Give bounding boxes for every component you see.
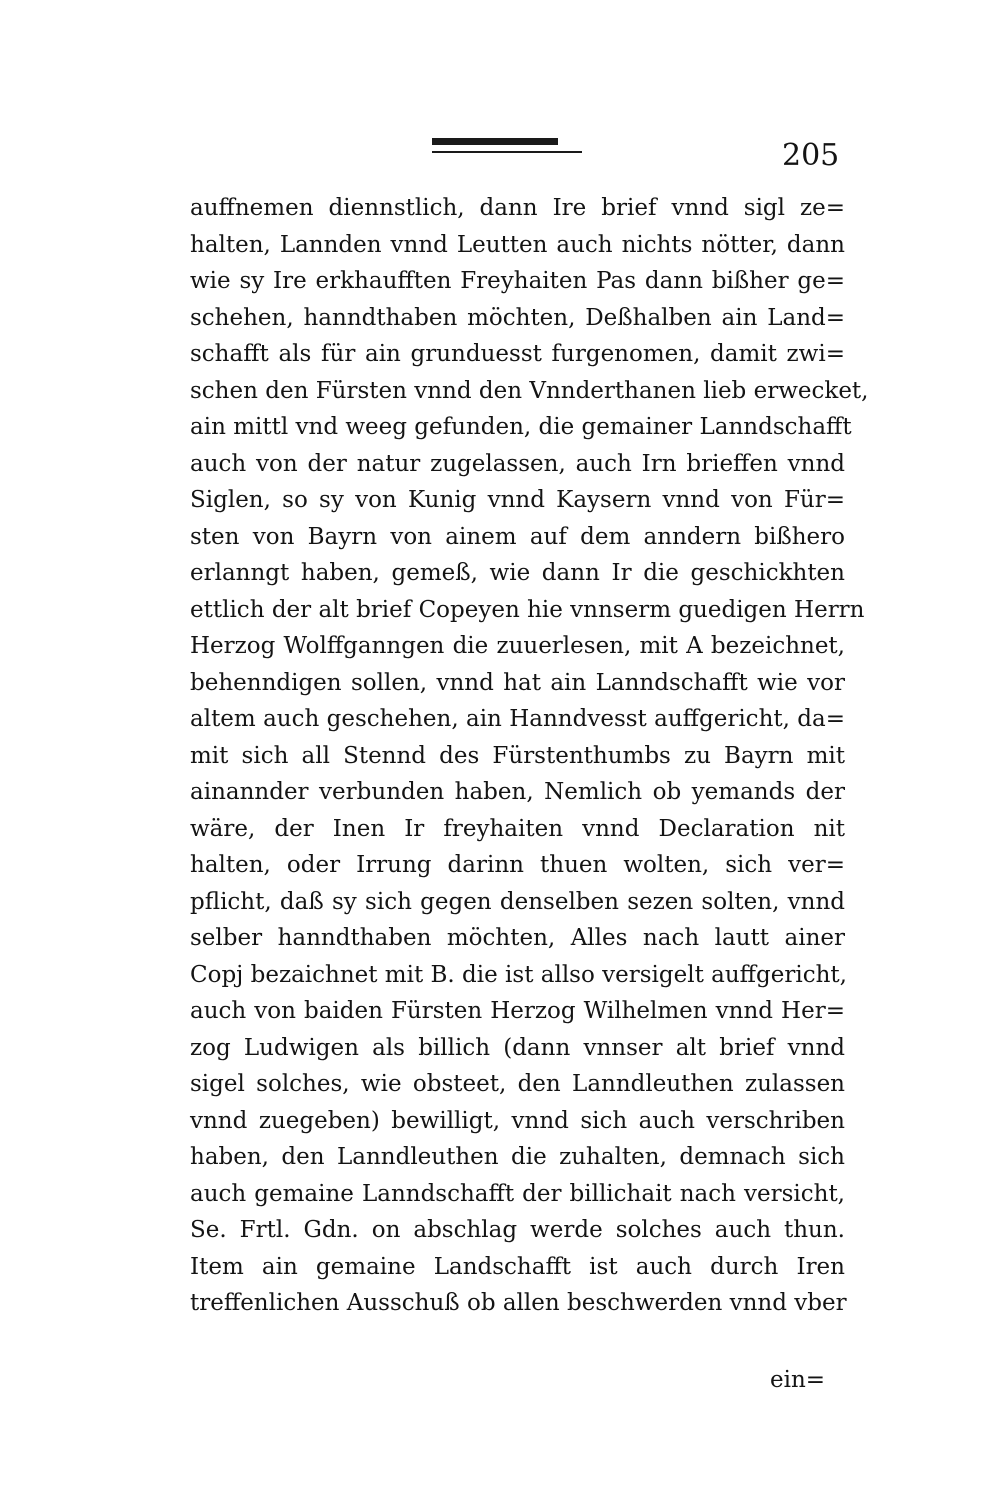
text-line: ettlich der alt brief Copeyen hie vnnserm guedigen Herrn (190, 596, 865, 623)
text-line: erlanngt haben, gemeß, wie dann Ir die geschickhten (190, 560, 845, 586)
text-line: behenndigen sollen, vnnd hat ain Lanndschafft wie vor (190, 669, 845, 696)
text-line: vnnd zuegeben) bewilligt, vnnd sich auch verschriben (190, 1107, 845, 1134)
text-line: auch von der natur zugelassen, auch Irn brieffen vnnd (190, 450, 845, 477)
text-line: schehen, hanndthaben möchten, Deßhalben ain Land= (190, 304, 845, 331)
text-line: Herzog Wolffganngen die zuuerlesen, mit A bezeichnet, (190, 633, 845, 659)
text-line: Copj bezaichnet mit B. die ist allso versigelt auffgericht, (190, 961, 847, 988)
text-line: sigel solches, wie obsteet, den Lanndleuthen zulassen (190, 1071, 845, 1097)
text-line: zog Ludwigen als billich (dann vnnser alt brief vnnd (190, 1034, 845, 1061)
text-line: wie sy Ire erkhaufften Freyhaiten Pas dann bißher ge= (190, 268, 845, 294)
header-rule-thick (432, 138, 558, 145)
text-line: altem auch geschehen, ain Hanndvesst auffgericht, da= (190, 706, 845, 732)
text-line: halten, oder Irrung darinn thuen wolten, sich ver= (190, 852, 845, 878)
text-line: Se. Frtl. Gdn. on abschlag werde solches auch thun. (190, 1217, 845, 1243)
text-line: Siglen, so sy von Kunig vnnd Kaysern vnnd von Für= (190, 487, 845, 513)
text-line: wäre, der Inen Ir freyhaiten vnnd Declaration nit (190, 815, 845, 842)
text-line: sten von Bayrn von ainem auf dem anndern bißhero (190, 523, 845, 550)
text-line: mit sich all Stennd des Fürstenthumbs zu Bayrn mit (190, 742, 845, 769)
body-text (190, 190, 869, 1322)
text-line: treffenlichen Ausschuß ob allen beschwerden vnnd vber (190, 1290, 847, 1316)
text-line: selber hanndthaben möchten, Alles nach lautt ainer (190, 925, 845, 951)
catchword: ein= (770, 1367, 826, 1393)
page-number: 205 (782, 138, 840, 173)
header-ornament-rule (432, 138, 582, 158)
text-line: Item ain gemaine Landschafft ist auch durch Iren (190, 1253, 845, 1280)
text-line: auch gemaine Lanndschafft der billichait nach versicht, (190, 1180, 845, 1207)
text-line: auffnemen diennstlich, dann Ire brief vnnd sigl ze= (190, 195, 845, 221)
text-line: ain mittl vnd weeg gefunden, die gemainer Lanndschafft (190, 414, 852, 440)
text-line: halten, Lannden vnnd Leutten auch nichts nötter, dann (190, 231, 845, 258)
text-line: pflicht, daß sy sich gegen denselben sezen solten, vnnd (190, 888, 845, 915)
header-rule-thin (432, 151, 582, 153)
text-line: auch von baiden Fürsten Herzog Wilhelmen vnnd Her= (190, 998, 845, 1024)
text-line: haben, den Lanndleuthen die zuhalten, demnach sich (190, 1144, 845, 1170)
text-line: ainannder verbunden haben, Nemlich ob yemands der (190, 779, 845, 805)
text-line: schen den Fürsten vnnd den Vnnderthanen lieb erwecket, (190, 377, 869, 404)
text-line: schafft als für ain grunduesst furgenomen, damit zwi= (190, 341, 845, 367)
